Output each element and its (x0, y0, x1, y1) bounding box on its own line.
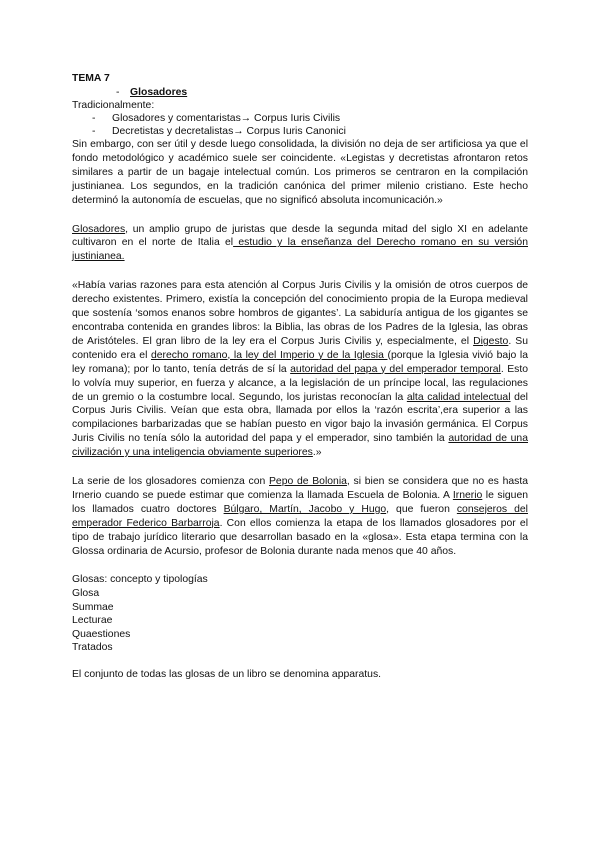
underlined-term: estudio y la enseñanza del Derecho romano en su versión justinianea. (72, 237, 528, 263)
underlined-term: Glosadores (72, 223, 126, 235)
document-page (72, 72, 528, 682)
types-line: Glosa (72, 588, 100, 600)
text-run: «Había varias razones para esta atención al Corpus Juris Civilis y la omisión de otros cuerpos de derecho existentes. Primero, existía la concepción del conocimiento propia de la Europa medieval que sostenía ‘somos enanos sobre hombros de gigantes’. La sabiduría antigua de los gigantes se encontraba contenida en grandes libros: la Biblia, las obras de los Padres de la Iglesia, las obras de Aristóteles. El gran libro de la ley era el Corpus Juris Civilis y, especialmente, el (72, 280, 528, 347)
types-line: Lecturae (72, 615, 113, 627)
document-title: TEMA 7 (72, 73, 110, 84)
underlined-term: Pepo de Bolonia (269, 476, 347, 488)
glosas-types (72, 573, 528, 655)
paragraph-glosadores (72, 223, 528, 265)
list-dash: - (92, 113, 96, 124)
list-item (72, 112, 528, 125)
underlined-term: derecho romano, la ley del Imperio y de la Iglesia (151, 349, 388, 361)
paragraph-series (72, 475, 528, 558)
text-run: , un amplio grupo de juristas que desde la segunda mitad del siglo XI en adelante cultivaron en el norte de Italia el (72, 223, 528, 249)
classification-list (72, 112, 528, 138)
underlined-term: autoridad de una civilización y una inteligencia obviamente superiores (72, 433, 528, 459)
underlined-term: autoridad del papa y del emperador temporal (290, 363, 501, 375)
types-line: Summae (72, 601, 114, 613)
text-run: (porque la Iglesia vivió bajo la ley romana); por lo tanto, tenía detrás de sí la (72, 349, 528, 375)
text-run: La serie de los glosadores comienza con (72, 476, 269, 488)
lead-text: Tradicionalmente: (72, 100, 155, 111)
section-heading-line (72, 86, 528, 99)
list-dash: - (92, 126, 96, 137)
types-line: Tratados (72, 642, 113, 654)
text-run: , si bien se considera que no es hasta Irnerio cuando se puede estimar que comienza la llamada Escuela de Bolonia. A (72, 476, 528, 501)
paragraph-quote (72, 279, 528, 460)
paragraph-intro: Sin embargo, con ser útil y desde luego consolidada, la división no deja de ser artificiosa ya que el fondo metodológico y académico suele ser coincidente. «Legistas y decretistas afrontaron retos similares a partir de un bagaje intelectual común. Los primeros se centraron en la compilación justinianea. Los segundos, en la tradición canónica del primer milenio cristiano. Este hecho determinó la autonomía de escuelas, que no significó absoluta incomunicación.» (72, 139, 528, 206)
text-run: , que fueron (386, 503, 457, 515)
underlined-term: Búlgaro, Martín, Jacobo y Hugo (223, 503, 387, 515)
underlined-term: Irnerio (452, 489, 483, 501)
spacer (72, 655, 528, 668)
text-run: .» (312, 447, 322, 459)
text-run: . Esto lo volvía muy superior, en fuerza y alcance, a la legislación de un príncipe local, las regulaciones de un gremio o la costumbre local. Segundo, los juristas reconocían la (72, 363, 528, 403)
types-line: Glosas: concepto y tipologías (72, 574, 208, 586)
text-run: . Con ellos comienza la etapa de los llamados glosadores por el tipo de trabajo jurídico literario que desarrollan basado en la «glosa». Esta etapa termina con la Glossa ordinaria de Acursio, profesor de Bolonia durante nada menos que 40 años. (72, 517, 528, 557)
underlined-term: alta calidad intelectual (406, 391, 511, 403)
heading-bullet: - (116, 87, 120, 98)
text-run: . Su contenido era el (72, 335, 528, 361)
types-line: Quaestiones (72, 628, 131, 640)
underlined-term: Digesto (473, 335, 509, 347)
closing-text: El conjunto de todas las glosas de un libro se denomina apparatus. (72, 669, 382, 681)
section-heading: Glosadores (130, 87, 188, 98)
underlined-term: consejeros del emperador Federico Barbarroja (72, 503, 528, 529)
text-run: le siguen los llamados cuatro doctores (72, 489, 528, 515)
text-run: del Corpus Juris Civilis. Veían que esta obra, llamada por ellos la ‘razón escrita’,era superior a las compilaciones barbarizadas que se habían puesto en vigor bajo la invasión germánica. El Corpus Juris Civilis no tenía sólo la autoridad del papa y el emperador, sino también la (72, 391, 528, 445)
list-item-text: Decretistas y decretalistas→ Corpus Iuris Canonici (112, 126, 346, 137)
list-item-text: Glosadores y comentaristas→ Corpus Iuris Civilis (112, 113, 341, 124)
list-item (72, 125, 528, 138)
